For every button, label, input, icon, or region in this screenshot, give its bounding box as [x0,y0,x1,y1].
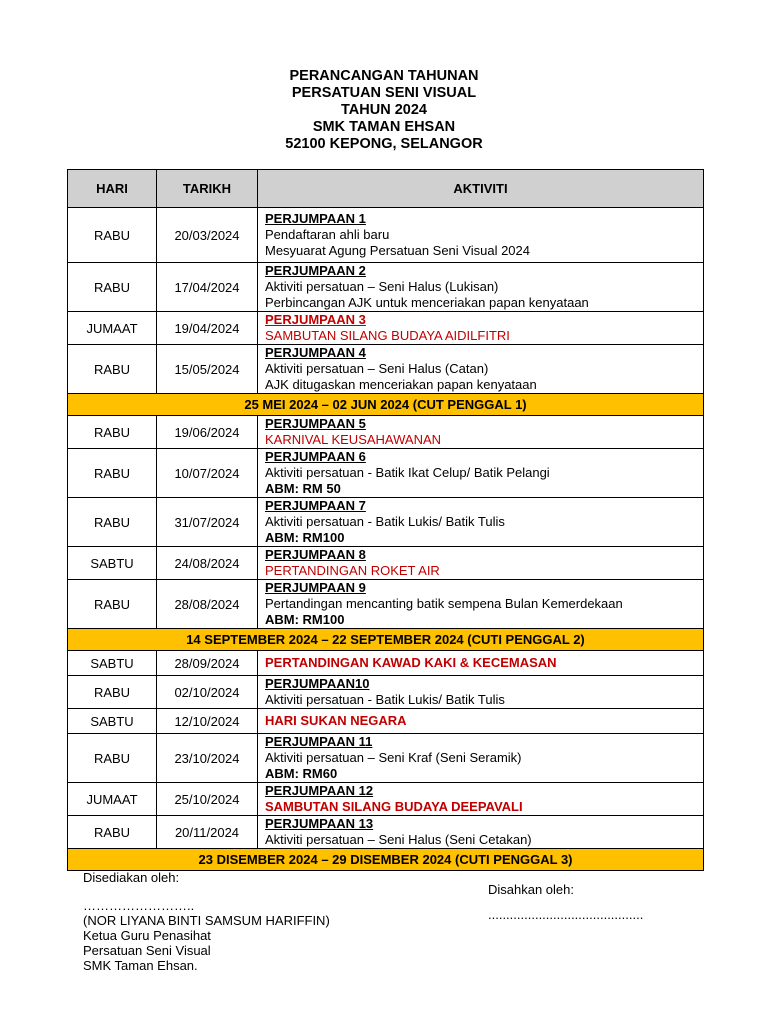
table-row [68,312,704,345]
day-cell: RABU [68,208,157,263]
activity-cell [258,709,704,734]
activity-cell [258,816,704,849]
table-row [68,676,704,709]
activity-cell [258,734,704,783]
title-line: SMK TAMAN EHSAN [312,119,456,135]
activity-cell [258,208,704,263]
title-line: 52100 KEPONG, SELANGOR [285,136,483,152]
activity-title: PERJUMPAAN 2 [265,263,366,278]
activity-cell [258,416,704,449]
activity-line: Aktiviti persatuan – Seni Halus (Catan) [265,361,489,376]
day-cell: RABU [68,263,157,312]
activity-cell [258,783,704,816]
activity-line: Aktiviti persatuan – Seni Kraf (Seni Seramik) [265,750,522,765]
activity-line: ABM: RM 50 [265,481,341,496]
date-cell: 15/05/2024 [157,345,258,394]
date-cell: 23/10/2024 [157,734,258,783]
table-row [68,709,704,734]
date-cell: 31/07/2024 [157,498,258,547]
activity-line: SAMBUTAN SILANG BUDAYA AIDILFITRI [265,328,510,343]
activity-line: ABM: RM60 [265,766,338,781]
activity-title: PERJUMPAAN 4 [265,345,366,360]
activity-line: Perbincangan AJK untuk menceriakan papan kenyataan [265,295,589,310]
activity-line: Aktiviti persatuan - Batik Ikat Celup/ Batik Pelangi [265,465,550,480]
table-row [68,208,704,263]
document-title [0,68,768,153]
day-cell: RABU [68,676,157,709]
activity-title: PERJUMPAAN 8 [265,547,366,562]
table-row [68,498,704,547]
date-cell: 17/04/2024 [157,263,258,312]
activity-line: PERTANDINGAN ROKET AIR [265,563,440,578]
day-cell: RABU [68,498,157,547]
activity-cell [258,263,704,312]
preparer-name: (NOR LIYANA BINTI SAMSUM HARIFFIN) [83,913,330,928]
date-cell: 20/03/2024 [157,208,258,263]
activity-line: Aktiviti persatuan – Seni Halus (Lukisan) [265,279,499,294]
approved-by-label: Disahkan oleh: [488,882,574,897]
day-cell: RABU [68,416,157,449]
activity-title: PERJUMPAAN 9 [265,580,366,595]
date-cell: 28/09/2024 [157,651,258,676]
activity-cell [258,547,704,580]
preparer-organization: Persatuan Seni Visual [83,943,211,958]
activity-cell [258,580,704,629]
activity-title: PERJUMPAAN 12 [265,783,374,798]
holiday-label: 14 SEPTEMBER 2024 – 22 SEPTEMBER 2024 (CUTI PENGGAL 2) [68,629,704,651]
signature-line: …………………….. [83,898,195,913]
table-row [68,547,704,580]
activity-cell [258,676,704,709]
activity-line: Mesyuarat Agung Persatuan Seni Visual 2024 [265,243,530,258]
activity-line: Aktiviti persatuan – Seni Halus (Seni Cetakan) [265,832,532,847]
activity-title: PERJUMPAAN 5 [265,416,366,431]
day-cell: SABTU [68,547,157,580]
activity-cell [258,345,704,394]
table-header-row [68,170,704,208]
activity-title: PERJUMPAAN 11 [265,734,373,749]
title-line: PERSATUAN SENI VISUAL [291,85,477,101]
activity-line: AJK ditugaskan menceriakan papan kenyataan [265,377,537,392]
table-row [68,263,704,312]
approved-by-block [488,882,643,922]
day-cell: RABU [68,734,157,783]
activity-title: PERJUMPAAN10 [265,676,370,691]
title-line: TAHUN 2024 [341,102,427,118]
activity-title: PERJUMPAAN 13 [265,816,374,831]
activity-line: SAMBUTAN SILANG BUDAYA DEEPAVALI [265,799,523,814]
preparer-school: SMK Taman Ehsan. [83,958,198,973]
activity-line: ABM: RM100 [265,612,345,627]
date-cell: 12/10/2024 [157,709,258,734]
approval-signature-line: ........................................... [488,907,644,922]
holiday-row [68,394,704,416]
holiday-row [68,849,704,871]
table-row [68,580,704,629]
holiday-label: 23 DISEMBER 2024 – 29 DISEMBER 2024 (CUTI PENGGAL 3) [68,849,704,871]
col-header-hari: HARI [68,170,157,208]
col-header-tarikh: TARIKH [157,170,258,208]
activity-line: Pendaftaran ahli baru [265,227,390,242]
table-row [68,345,704,394]
activity-title: PERJUMPAAN 1 [265,211,366,226]
date-cell: 25/10/2024 [157,783,258,816]
day-cell: SABTU [68,651,157,676]
table-row [68,449,704,498]
day-cell: RABU [68,449,157,498]
activity-line: HARI SUKAN NEGARA [265,713,407,728]
date-cell: 02/10/2024 [157,676,258,709]
activity-title: PERJUMPAAN 6 [265,449,366,464]
col-header-aktiviti: AKTIVITI [258,170,704,208]
prepared-by-block [83,870,330,973]
day-cell: RABU [68,816,157,849]
activity-line: Aktiviti persatuan - Batik Lukis/ Batik Tulis [265,514,505,529]
activity-line: Pertandingan mencanting batik sempena Bulan Kemerdekaan [265,596,623,611]
holiday-label: 25 MEI 2024 – 02 JUN 2024 (CUT PENGGAL 1) [68,394,704,416]
activity-title: PERJUMPAAN 7 [265,498,366,513]
activity-cell [258,498,704,547]
prepared-by-label: Disediakan oleh: [83,870,180,885]
table-row [68,416,704,449]
day-cell: RABU [68,345,157,394]
date-cell: 19/06/2024 [157,416,258,449]
day-cell: RABU [68,580,157,629]
title-line: PERANCANGAN TAHUNAN [289,68,479,84]
activity-line: KARNIVAL KEUSAHAWANAN [265,432,442,447]
table-row [68,783,704,816]
date-cell: 19/04/2024 [157,312,258,345]
day-cell: JUMAAT [68,783,157,816]
activity-cell [258,651,704,676]
date-cell: 24/08/2024 [157,547,258,580]
day-cell: JUMAAT [68,312,157,345]
table-row [68,651,704,676]
activity-line: Aktiviti persatuan - Batik Lukis/ Batik Tulis [265,692,505,707]
date-cell: 20/11/2024 [157,816,258,849]
day-cell: SABTU [68,709,157,734]
activity-cell [258,449,704,498]
schedule-table [67,169,704,871]
date-cell: 28/08/2024 [157,580,258,629]
activity-cell [258,312,704,345]
preparer-position: Ketua Guru Penasihat [83,928,211,943]
activity-line: PERTANDINGAN KAWAD KAKI & KECEMASAN [265,655,557,670]
activity-line: ABM: RM100 [265,530,345,545]
table-row [68,734,704,783]
activity-title: PERJUMPAAN 3 [265,312,366,327]
holiday-row [68,629,704,651]
date-cell: 10/07/2024 [157,449,258,498]
table-row [68,816,704,849]
